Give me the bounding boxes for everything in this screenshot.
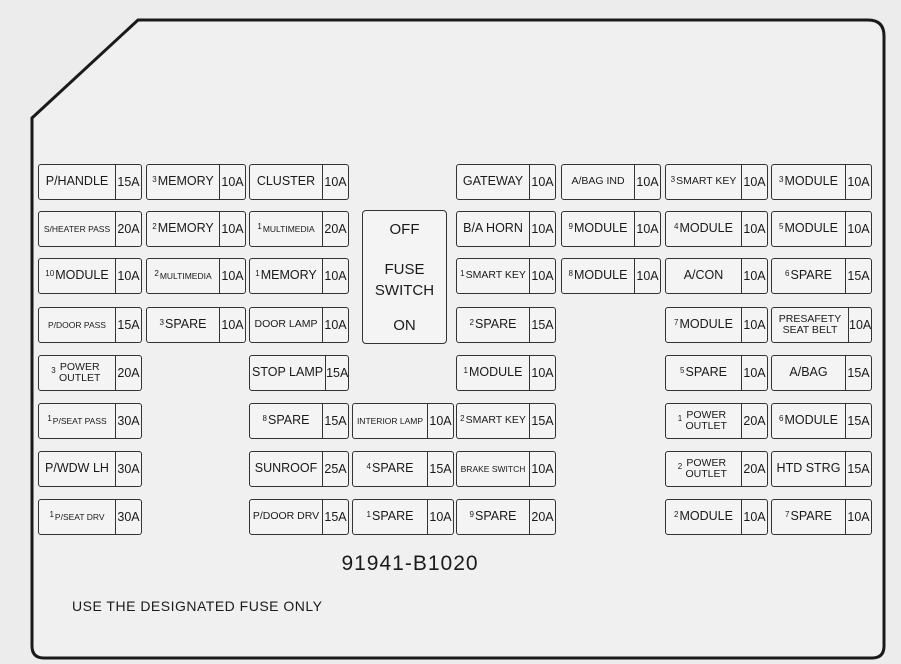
fuse-amperage: 15A [529,308,555,342]
fuse-f20[interactable] [665,258,768,294]
fuse-f3[interactable] [249,164,349,200]
fuse-amperage: 25A [322,452,348,486]
fuse-name: MODULE [784,221,838,236]
fuse-label [457,356,529,390]
fuse-name: SMART KEY [465,269,526,282]
fuse-index: 8 [568,268,573,278]
fuse-amperage: 10A [741,308,767,342]
fuse-amperage: 10A [219,165,245,199]
fuse-name: MODULE [784,174,838,189]
fuse-label [250,165,322,199]
fuse-name: SPARE [268,413,310,428]
fuse-amperage: 10A [845,500,871,534]
fuse-name: SPARE [475,317,517,332]
fuse-label [353,404,427,438]
fuse-name: A/BAG [789,365,828,380]
fuse-f40[interactable] [249,451,349,487]
fuse-index: 2 [154,268,159,278]
fuse-f27[interactable] [771,307,872,343]
fuse-index: 3 [159,317,164,327]
fuse-index: 9 [568,221,573,231]
fuse-f5[interactable] [561,164,661,200]
fuse-f26[interactable] [665,307,768,343]
fuse-index: 2 [460,413,465,423]
fuse-f9[interactable] [146,211,246,247]
fuse-name: P/HANDLE [45,174,109,189]
fuse-f43[interactable] [665,451,768,487]
fuse-label [772,500,845,534]
fuse-f46[interactable] [249,499,349,535]
fuse-amperage: 15A [325,356,348,390]
fuse-index: 7 [785,509,790,519]
fuse-index: 3 [152,174,157,184]
fuse-amperage: 30A [115,404,141,438]
fuse-label [250,212,322,246]
fuse-f23[interactable] [146,307,246,343]
fuse-name: CLUSTER [256,174,316,189]
fuse-name: MODULE [679,509,733,524]
fuse-name: SPARE [372,509,414,524]
fuse-amperage: 20A [741,404,767,438]
fuse-f41[interactable] [352,451,454,487]
fuse-index: 6 [779,413,784,423]
fuse-label [39,404,115,438]
fuse-name: MODULE [573,268,628,283]
fuse-index: 3 [779,174,784,184]
fuse-label [39,165,115,199]
fuse-label [457,452,529,486]
fuse-notice: USE THE DESIGNATED FUSE ONLY [72,598,323,614]
fuse-label [250,452,322,486]
fuse-index: 9 [469,509,474,519]
fuse-index: 2 [674,509,679,519]
fuse-label [457,212,529,246]
fuse-f7[interactable] [771,164,872,200]
fuse-f4[interactable] [456,164,556,200]
fuse-name: SPARE [790,509,832,524]
fuse-label [772,212,845,246]
fuse-f37[interactable] [665,403,768,439]
fuse-name: P/SEAT PASS [52,415,107,426]
fuse-index: 5 [680,365,685,375]
fuse-label [666,259,741,293]
fuse-label [147,212,219,246]
fuse-f47[interactable] [352,499,454,535]
fuse-amperage: 10A [848,308,871,342]
fuse-label [457,404,529,438]
fuse-f19[interactable] [561,258,661,294]
fuse-amperage: 30A [115,452,141,486]
fuse-name: SMART KEY [465,414,526,427]
fuse-label [562,212,634,246]
fuse-f29[interactable] [249,355,349,391]
fuse-name: POWER OUTLET [685,408,727,432]
fuse-index: 4 [674,221,679,231]
fuse-amperage: 10A [634,259,660,293]
fuse-label [250,500,322,534]
fuse-f22[interactable] [38,307,142,343]
fuse-amperage: 10A [322,165,348,199]
fuse-f14[interactable] [771,211,872,247]
fuse-name: GATEWAY [462,174,524,189]
fuse-index: 1 [47,413,52,423]
fuse-name: BRAKE SWITCH [460,463,526,474]
fuse-label [250,308,322,342]
part-number: 91941-B1020 [341,552,479,575]
fuse-label [457,259,529,293]
fuse-amperage: 15A [115,165,141,199]
fuse-amperage: 10A [741,212,767,246]
fuse-f49[interactable] [665,499,768,535]
fuse-amperage: 15A [845,356,871,390]
fuse-index: 3 [670,174,676,184]
fuse-f18[interactable] [456,258,556,294]
fuse-name: SPARE [475,509,517,524]
fuse-amperage: 15A [529,404,555,438]
fuse-label [666,500,741,534]
fuse-amperage: 10A [741,165,767,199]
fuse-label [39,212,115,246]
fuse-f50[interactable] [771,499,872,535]
fuse-f2[interactable] [146,164,246,200]
fuse-f44[interactable] [771,451,872,487]
fuse-name: MULTIMEDIA [262,223,315,234]
fuse-index: 4 [366,461,371,471]
fuse-amperage: 10A [634,212,660,246]
fuse-label [250,356,325,390]
fuse-f10[interactable] [249,211,349,247]
fuse-f24[interactable] [249,307,349,343]
fuse-f8[interactable] [38,211,142,247]
fuse-label [562,259,634,293]
fuse-label [39,500,115,534]
fuse-f33[interactable] [38,403,142,439]
fuse-switch-title-line2: SWITCH [374,282,435,299]
fuse-index: 5 [779,221,784,231]
fuse-name: S/HEATER PASS [43,223,111,234]
fuse-f31[interactable] [665,355,768,391]
fuse-label [147,165,219,199]
fuse-label [39,452,115,486]
fuse-label [147,259,219,293]
fuse-f32[interactable] [771,355,872,391]
fuse-name: SUNROOF [254,461,318,476]
fuse-f16[interactable] [146,258,246,294]
fuse-index: 1 [366,509,371,519]
fuse-label [250,259,322,293]
fuse-name: A/CON [683,268,724,283]
fuse-amperage: 10A [219,212,245,246]
fuse-amperage: 10A [845,165,871,199]
fuse-f13[interactable] [665,211,768,247]
fuse-index: 1 [255,268,260,278]
fuse-amperage: 10A [741,500,767,534]
fuse-name: INTERIOR LAMP [356,415,424,426]
fuse-name: MODULE [679,221,733,236]
fuse-amperage: 15A [845,404,871,438]
fuse-amperage: 10A [529,165,555,199]
fuse-amperage: 10A [219,259,245,293]
fuse-f11[interactable] [456,211,556,247]
fuse-amperage: 10A [529,259,555,293]
fuse-label [353,500,427,534]
fuse-index: 7 [674,317,679,327]
fuse-label [147,308,219,342]
fuse-index: 1 [257,221,262,231]
fuse-label [457,308,529,342]
fuse-name: MEMORY [260,268,317,283]
fuse-label [666,308,741,342]
fuse-label [39,356,115,390]
fuse-index: 6 [785,268,790,278]
fuse-index: 2 [152,221,157,231]
fuse-label [772,356,845,390]
fuse-index: 8 [262,413,267,423]
fuse-label [39,308,115,342]
fuse-f30[interactable] [456,355,556,391]
fuse-amperage: 10A [845,212,871,246]
fuse-amperage: 10A [322,259,348,293]
fuse-amperage: 10A [529,452,555,486]
fuse-f39[interactable] [38,451,142,487]
fuse-label [562,165,634,199]
fuse-name: SPARE [372,461,414,476]
fuse-name: B/A HORN [463,221,523,236]
fuse-index: 1 [463,365,468,375]
fuse-amperage: 15A [322,404,348,438]
fuse-amperage: 30A [115,500,141,534]
fuse-name: DOOR LAMP [254,318,318,331]
fuse-index: 2 [469,317,474,327]
fuse-amperage: 15A [115,308,141,342]
fuse-f15[interactable] [38,258,142,294]
fuse-amperage: 10A [322,308,348,342]
fuse-f12[interactable] [561,211,661,247]
fuse-name: MODULE [784,413,838,428]
fuse-label [772,452,845,486]
fuse-name: SPARE [790,268,832,283]
fuse-f45[interactable] [38,499,142,535]
fuse-name: A/BAG IND [571,175,625,188]
fuse-label [772,259,845,293]
fuse-name: PRESAFETY SEAT BELT [778,312,842,336]
fuse-f48[interactable] [456,499,556,535]
fuse-f42[interactable] [456,451,556,487]
fuse-label [666,165,741,199]
fuse-index: 1 [49,509,54,519]
fuse-label [666,356,741,390]
fuse-name: P/WDW LH [45,461,109,476]
fuse-name: MODULE [55,268,109,283]
fuse-index: 3 [51,365,56,375]
fuse-f38[interactable] [771,403,872,439]
fuse-amperage: 10A [741,259,767,293]
fuse-label [772,308,848,342]
fuse-f21[interactable] [771,258,872,294]
fuse-label [457,500,529,534]
fuse-f35[interactable] [352,403,454,439]
fuse-amperage: 10A [634,165,660,199]
fuse-name: MODULE [468,365,523,380]
fuse-name: HTD STRG [776,461,841,476]
fuse-name: POWER OUTLET [685,456,727,480]
fuse-index: 2 [677,461,683,471]
fuse-name: P/SEAT DRV [54,511,105,522]
fuse-label [39,259,115,293]
fuse-f1[interactable] [38,164,142,200]
fuse-label [457,165,529,199]
fuse-index: 1 [460,268,465,278]
fuse-amperage: 10A [529,356,555,390]
fuse-label [250,404,322,438]
fuse-amperage: 10A [115,259,141,293]
fuse-switch[interactable] [362,210,447,344]
fuse-amperage: 10A [219,308,245,342]
fuse-f36[interactable] [456,403,556,439]
fuse-f34[interactable] [249,403,349,439]
fuse-switch-on-label: ON [393,317,416,334]
fuse-switch-title-line1: FUSE [384,261,425,278]
fuse-name: POWER OUTLET [59,360,101,384]
fuse-label [353,452,427,486]
fuse-name: MODULE [679,317,733,332]
fuse-amperage: 15A [845,452,871,486]
fuse-amperage: 20A [115,212,141,246]
fuse-label [666,212,741,246]
fuse-label [666,404,741,438]
fuse-switch-off-label: OFF [389,221,420,238]
fuse-amperage: 15A [845,259,871,293]
fuse-label [666,452,741,486]
fuse-name: P/DOOR PASS [48,319,106,330]
fuse-name: MEMORY [157,174,214,189]
fuse-amperage: 10A [741,356,767,390]
fuse-amperage: 10A [427,500,453,534]
fuse-amperage: 10A [529,212,555,246]
fuse-label [772,404,845,438]
fuse-amperage: 20A [741,452,767,486]
fuse-amperage: 20A [529,500,555,534]
fuse-amperage: 20A [322,212,348,246]
fuse-name: SPARE [685,365,727,380]
fuse-amperage: 15A [427,452,453,486]
fuse-name: MULTIMEDIA [159,270,212,281]
fuse-name: SMART KEY [676,175,737,188]
fuse-index: 1 [677,413,683,423]
fuse-f28[interactable] [38,355,142,391]
fuse-index: 10 [45,268,55,278]
fuse-name: P/DOOR DRV [252,510,320,523]
fuse-name: MODULE [573,221,628,236]
fuse-f17[interactable] [249,258,349,294]
fuse-name: SPARE [165,317,207,332]
fuse-label [772,165,845,199]
fuse-amperage: 20A [115,356,141,390]
fuse-name: MEMORY [157,221,214,236]
fuse-amperage: 10A [427,404,453,438]
fuse-name: STOP LAMP [252,365,324,380]
fuse-f6[interactable] [665,164,768,200]
fuse-amperage: 15A [322,500,348,534]
fuse-f25[interactable] [456,307,556,343]
